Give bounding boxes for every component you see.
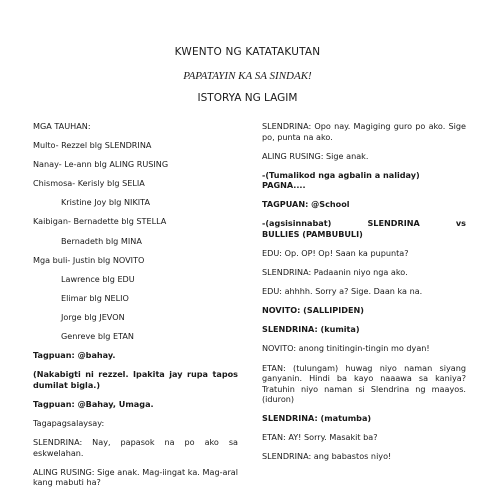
cast-line: Kaibigan- Bernadette blg STELLA [33,216,167,227]
dialogue-line: EDU: ahhhh. Sorry a? Sige. Daan ka na. [262,286,423,297]
right-column [262,121,466,470]
scene-opponents: BULLIES (PAMBUBULI) [262,228,363,239]
setting-text: Tagpuan: @Bahay, Umaga. [33,398,154,409]
dialogue-line: NOVITO: (SALLIPIDEN) [262,305,364,316]
dialogue-line: SLENDRINA: Padaanin niyo nga ako. [262,267,408,278]
cast-line: Bernadeth blg MINA [61,235,142,246]
dialogue-line: ETAN: (tulungam) huwag niyo naman siyang ganyanin. Hindi ba kayo naaawa sa kaniya? Tratuhin niyo naman si Slendrina ng maayos. (iduron) [262,362,466,405]
cast-line: Lawrence blg EDU [61,273,135,284]
left-column [33,121,238,496]
setting-text: TAGPUAN: @School [262,199,350,210]
dialogue-line: SLENDRINA: (matumba) [262,413,372,424]
narrator-line: Tagapagsalaysay: [33,417,105,428]
dialogue-line: SLENDRINA: (kumita) [262,324,360,335]
dialogue-line: ALING RUSING: Sige anak. Mag-iingat ka. Mag-aral kang mabuti ha? [33,466,238,488]
document-subtitle: PAPATAYIN KA SA SINDAK! [183,70,312,82]
scene-heading-row [262,218,466,229]
dialogue-line: SLENDRINA: Nay, papasok na po ako sa eskwelahan. [33,437,238,458]
dialogue-line: ETAN: AY! Sorry. Masakit ba? [262,432,378,443]
cast-line: Nanay- Le-ann blg ALING RUSING [33,159,169,170]
stage-direction: (Nakabigti ni rezzel. Ipakita jay rupa tapos dumilat bigla.) [33,369,238,390]
dialogue-line: ALING RUSING: Sige anak. [262,150,369,161]
cast-line: Chismosa- Kerisly blg SELIA [33,178,145,189]
scene-character: SLENDRINA [367,218,420,229]
scene-direction: -(agsisinnabat) [262,218,332,229]
scene-heading [262,218,466,239]
cast-line: Elimar blg NELIO [61,292,129,303]
setting-line [33,350,238,361]
cast-line: Kristine Joy blg NIKITA [61,197,150,208]
cast-line: Genreve blg ETAN [61,331,134,342]
cast-line: Multo- Rezzel blg SLENDRINA [33,140,152,151]
scene-versus: vs [455,218,466,229]
setting-text: Tagpuan: @bahay. [33,350,116,361]
stage-direction: -(Tumalikod nga agbalin a naliday) PAGNA.... [262,169,420,191]
dialogue-line: EDU: Op. OP! Op! Saan ka pupunta? [262,247,409,258]
setting-line [262,199,466,210]
document-heading: ISTORYA NG LAGIM [197,92,298,104]
dialogue-line: SLENDRINA: Opo nay. Magiging guro po ako. Sige po, punta na ako. [262,121,466,142]
characters-heading: MGA TAUHAN: [33,121,91,131]
cast-line: Jorge blg JEVON [61,311,125,322]
dialogue-line: SLENDRINA: ang babastos niyo! [262,451,392,462]
setting-line [33,399,238,410]
cast-line: Mga buli- Justin blg NOVITO [33,254,145,265]
dialogue-line: NOVITO: anong tinitingin-tingin mo dyan! [262,343,430,354]
document-title: KWENTO NG KATATAKUTAN [174,46,321,58]
